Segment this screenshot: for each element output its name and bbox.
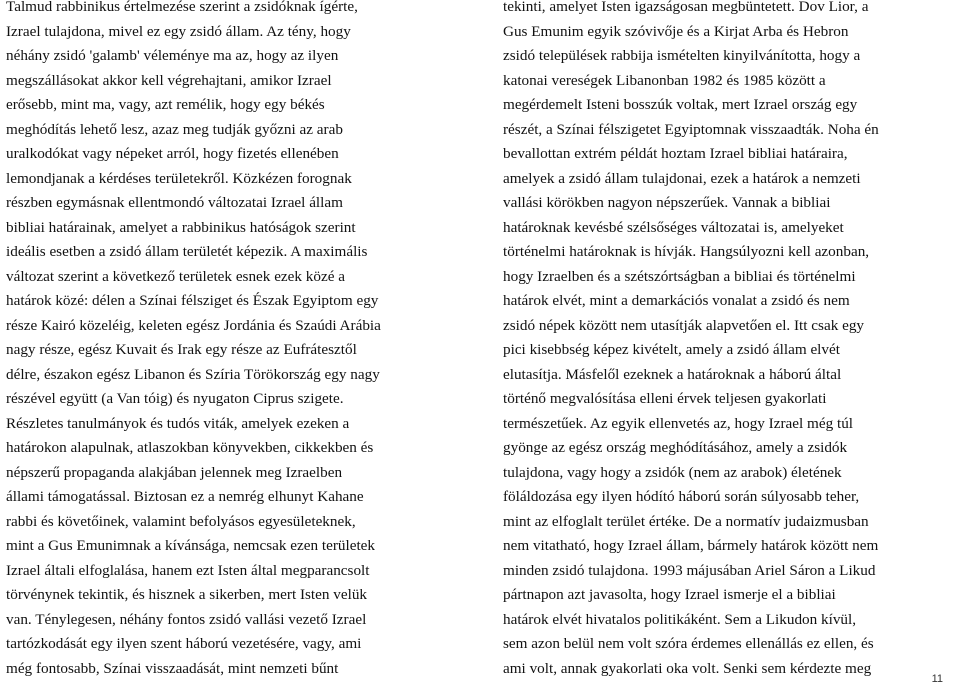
text-line: sem azon belül nem volt szóra érdemes ellenállás ez ellen, és bbox=[503, 635, 874, 652]
text-line: Izrael általi elfoglalása, hanem ezt Isten által megparancsolt bbox=[6, 561, 370, 579]
text-line: amelyek a zsidó állam tulajdonai, ezek a határok a nemzeti bbox=[503, 169, 861, 187]
text-line: Részletes tanulmányok és tudós viták, amelyek ezeken a bbox=[6, 414, 350, 432]
text-line: tulajdona, vagy hogy a zsidók (nem az arabok) életének bbox=[503, 463, 842, 481]
text-line: határoknak kevésbé szélsőséges változatai is, amelyeket bbox=[503, 218, 844, 236]
text-line: népszerű propaganda alakjában jelennek meg Izraelben bbox=[6, 463, 343, 481]
text-line: ideális esetben a zsidó állam területét képezik. A maximális bbox=[6, 243, 368, 260]
left-text-column bbox=[6, 0, 458, 681]
text-line: katonai vereségek Libanonban 1982 és 1985 között a bbox=[503, 71, 826, 89]
text-line: néhány zsidó 'galamb' véleménye ma az, hogy az ilyen bbox=[6, 47, 339, 64]
text-line: ami volt, annak gyakorlati oka volt. Senki sem kérdezte meg bbox=[503, 659, 872, 677]
text-line: történelmi határoknak is hívják. Hangsúlyozni kell azonban, bbox=[503, 243, 870, 260]
text-line: erősebb, mint ma, vagy, azt remélik, hogy egy békés bbox=[6, 96, 325, 113]
text-line: részével együtt (a Van tóig) és nyugaton Ciprus szigete. bbox=[6, 390, 344, 407]
text-line: van. Ténylegesen, néhány fontos zsidó vallási vezető Izrael bbox=[6, 610, 367, 628]
text-line: vallási körökben nagyon népszerűek. Vannak a bibliai bbox=[503, 194, 831, 211]
text-line: részét, a Színai félszigetet Egyiptomnak visszaadták. Noha én bbox=[503, 120, 879, 138]
right-text-column bbox=[503, 0, 953, 681]
page-number: 11 bbox=[931, 673, 943, 685]
text-line: törvénynek tekintik, és hisznek a sikerben, mert Isten velük bbox=[6, 586, 368, 603]
text-line: még fontosabb, Színai visszaadását, mint nemzeti bűnt bbox=[6, 659, 339, 677]
text-line: délre, északon egész Libanon és Szíria Törökország egy nagy bbox=[6, 365, 380, 383]
text-line: nem vitatható, hogy Izrael állam, bármely határok között nem bbox=[503, 537, 879, 554]
text-line: rabbi és követőinek, valamint befolyásos egyesületeknek, bbox=[6, 512, 356, 530]
text-line: határok elvét hivatalos politikáként. Sem a Likudon kívül, bbox=[503, 610, 857, 628]
text-line: föláldozása egy ilyen hódító háború során súlyosabb teher, bbox=[503, 488, 860, 505]
text-line: történő megvalósítása elleni érvek teljesen gyakorlati bbox=[503, 390, 827, 407]
text-line: meghódítás lehető lesz, azaz meg tudják győzni az arab bbox=[6, 120, 343, 138]
text-line: mint az elfoglalt terület értéke. De a normatív judaizmusban bbox=[503, 512, 869, 530]
text-line: hogy Izraelben és a szétszórtságban a bibliai és történelmi bbox=[503, 267, 856, 285]
text-line: nagy része, egész Kuvait és Irak egy része az Eufrátesztől bbox=[6, 341, 357, 358]
text-line: változat szerint a következő területek esnek ezek közé a bbox=[6, 267, 346, 285]
text-line: pici kisebbség képez kivételt, amely a zsidó állam elvét bbox=[503, 341, 840, 358]
text-line: határokon alapulnak, atlaszokban könyvekben, cikkekben és bbox=[6, 439, 374, 456]
text-line: gyönge az egész ország meghódításához, amely a zsidók bbox=[503, 439, 848, 456]
text-line: Gus Emunim egyik szóvivője és a Kirjat Arba és Hebron bbox=[503, 22, 849, 40]
text-line: tartózkodását egy ilyen szent háború vezetésére, vagy, ami bbox=[6, 635, 362, 652]
text-line: bevallottan extrém példát hoztam Izrael bibliai határaira, bbox=[503, 145, 848, 162]
text-line: természetűek. Az egyik ellenvetés az, hogy Izrael még túl bbox=[503, 414, 854, 432]
text-line: Talmud rabbinikus értelmezése szerint a zsidóknak ígérte, bbox=[6, 0, 358, 15]
text-line: pártnapon azt javasolta, hogy Izrael ismerje el a bibliai bbox=[503, 586, 836, 603]
text-line: megszállásokat akkor kell végrehajtani, amikor Izrael bbox=[6, 71, 332, 89]
text-line: elutasítja. Másfelől ezeknek a határoknak a háború által bbox=[503, 365, 842, 383]
text-line: megérdemelt Isteni bosszúk voltak, mert Izrael ország egy bbox=[503, 96, 858, 113]
text-line: határok közé: délen a Színai félsziget és Észak Egyiptom egy bbox=[6, 292, 379, 309]
text-line: minden zsidó tulajdona. 1993 májusában Ariel Sáron a Likud bbox=[503, 561, 876, 579]
text-line: zsidó népek között nem utasítják alapvetően el. Itt csak egy bbox=[503, 316, 865, 334]
text-line: bibliai határainak, amelyet a rabbinikus hatóságok szerint bbox=[6, 218, 356, 236]
text-line: mint a Gus Emunimnak a kívánsága, nemcsak ezen területek bbox=[6, 537, 376, 554]
text-line: részben egymásnak ellentmondó változatai Izrael állam bbox=[6, 194, 343, 211]
text-line: lemondjanak a kérdéses területekről. Közkézen forognak bbox=[6, 169, 352, 187]
text-line: uralkodókat vagy népeket arról, hogy fizetés ellenében bbox=[6, 145, 339, 162]
text-line: zsidó települések rabbija ismételten kinyilvánította, hogy a bbox=[503, 47, 861, 64]
text-line: állami támogatással. Biztosan ez a nemrég elhunyt Kahane bbox=[6, 488, 364, 505]
text-line: tekinti, amelyet Isten igazságosan megbüntetett. Dov Lior, a bbox=[503, 0, 869, 15]
text-line: része Kairó közeléig, keleten egész Jordánia és Szaúdi Arábia bbox=[6, 316, 381, 334]
text-line: határok elvét, mint a demarkációs vonalat a zsidó és nem bbox=[503, 292, 850, 309]
text-line: Izrael tulajdona, mivel ez egy zsidó állam. Az tény, hogy bbox=[6, 22, 351, 40]
